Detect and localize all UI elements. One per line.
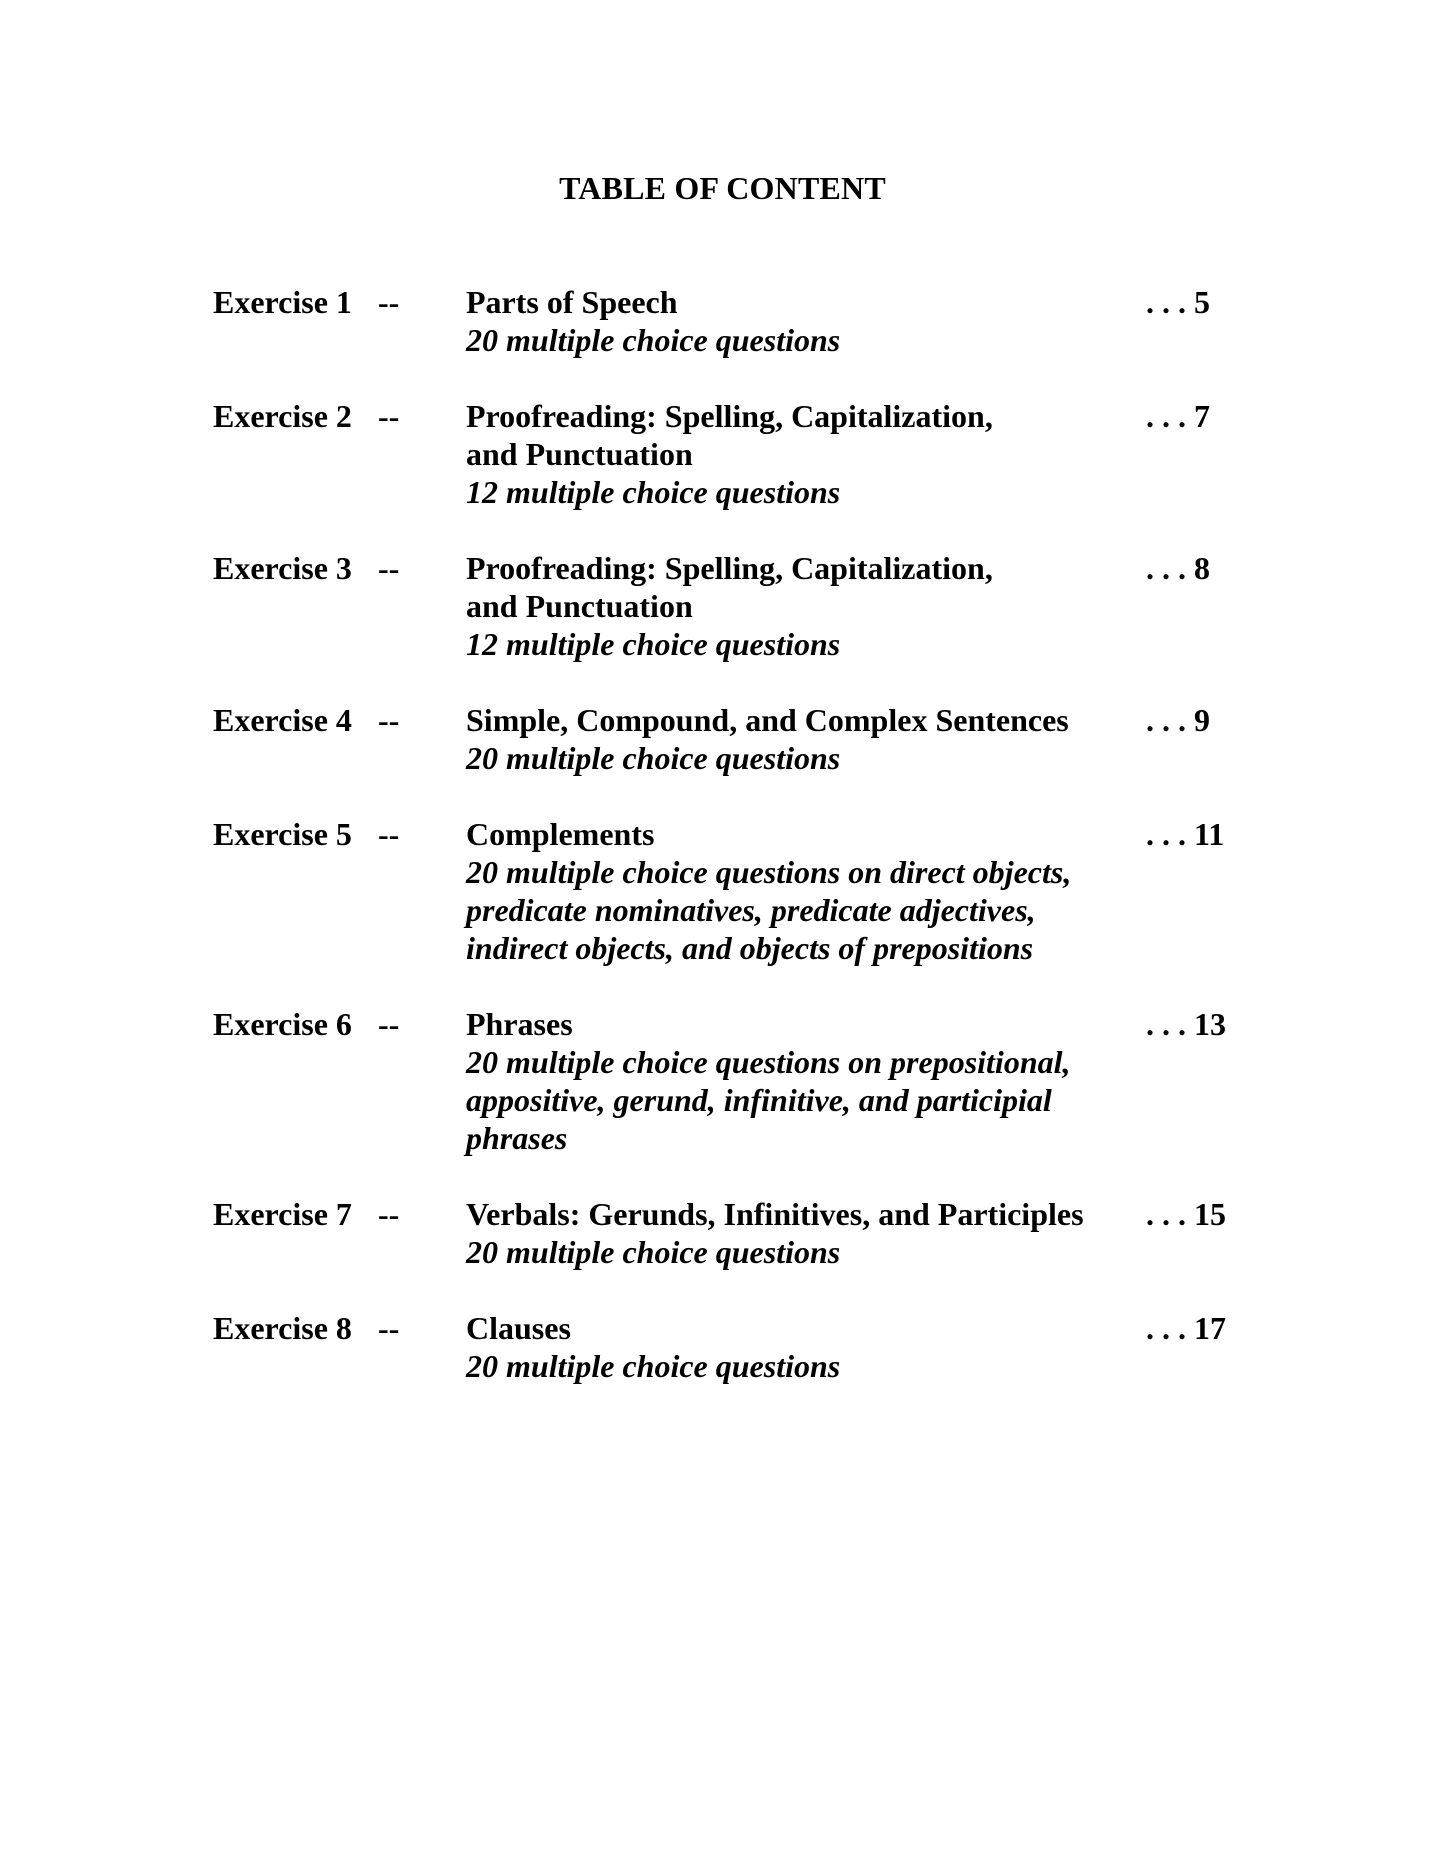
entry-topic (466, 1195, 1146, 1271)
topic-description-line: phrases (466, 1120, 568, 1156)
toc-entry (213, 815, 1253, 967)
entry-topic (466, 397, 1146, 511)
toc-entry (213, 549, 1253, 663)
exercise-label: Exercise 2 (213, 398, 352, 434)
topic-description-line: 20 multiple choice questions (466, 1234, 841, 1270)
entry-separator: -- (378, 816, 400, 852)
page-number: . . . 8 (1146, 550, 1210, 586)
exercise-label: Exercise 6 (213, 1006, 352, 1042)
page-number: . . . 15 (1146, 1196, 1226, 1232)
table-of-contents (213, 283, 1253, 1423)
topic-description-line: 20 multiple choice questions on prepositional, (466, 1044, 1071, 1080)
entry-separator: -- (378, 702, 400, 738)
exercise-label: Exercise 8 (213, 1310, 352, 1346)
entry-topic (466, 549, 1146, 663)
toc-entry (213, 701, 1253, 777)
page-number: . . . 17 (1146, 1310, 1226, 1346)
entry-separator: -- (378, 1196, 400, 1232)
entry-topic (466, 1005, 1146, 1157)
toc-entry (213, 1309, 1253, 1385)
page-number: . . . 9 (1146, 702, 1210, 738)
exercise-label: Exercise 1 (213, 284, 352, 320)
topic-title-line: Complements (466, 816, 655, 852)
page-number: . . . 7 (1146, 398, 1210, 434)
topic-title-line: and Punctuation (466, 588, 693, 624)
topic-title-line: and Punctuation (466, 436, 693, 472)
exercise-label: Exercise 5 (213, 816, 352, 852)
entry-topic (466, 1309, 1146, 1385)
topic-description-line: 12 multiple choice questions (466, 626, 841, 662)
entry-separator: -- (378, 1310, 400, 1346)
topic-title-line: Proofreading: Spelling, Capitalization, (466, 398, 993, 434)
topic-description-line: 20 multiple choice questions (466, 740, 841, 776)
page-number: . . . 5 (1146, 284, 1210, 320)
topic-description-line: 20 multiple choice questions on direct objects, (466, 854, 1072, 890)
topic-title-line: Proofreading: Spelling, Capitalization, (466, 550, 993, 586)
topic-title-line: Parts of Speech (466, 284, 678, 320)
entry-topic (466, 815, 1146, 967)
topic-title-line: Simple, Compound, and Complex Sentences (466, 702, 1069, 738)
topic-description-line: indirect objects, and objects of prepositions (466, 930, 1034, 966)
topic-title-line: Clauses (466, 1310, 571, 1346)
toc-entry (213, 397, 1253, 511)
entry-topic (466, 701, 1146, 777)
entry-topic (466, 283, 1146, 359)
topic-description-line: appositive, gerund, infinitive, and participial (466, 1082, 1052, 1118)
topic-description-line: 12 multiple choice questions (466, 474, 841, 510)
entry-separator: -- (378, 550, 400, 586)
page-number: . . . 13 (1146, 1006, 1226, 1042)
exercise-label: Exercise 7 (213, 1196, 352, 1232)
exercise-label: Exercise 4 (213, 702, 352, 738)
topic-title-line: Phrases (466, 1006, 573, 1042)
toc-entry (213, 1195, 1253, 1271)
entry-separator: -- (378, 284, 400, 320)
entry-separator: -- (378, 1006, 400, 1042)
topic-title-line: Verbals: Gerunds, Infinitives, and Participles (466, 1196, 1084, 1232)
topic-description-line: 20 multiple choice questions (466, 322, 841, 358)
topic-description-line: 20 multiple choice questions (466, 1348, 841, 1384)
entry-separator: -- (378, 398, 400, 434)
toc-entry (213, 1005, 1253, 1157)
topic-description-line: predicate nominatives, predicate adjectives, (466, 892, 1036, 928)
exercise-label: Exercise 3 (213, 550, 352, 586)
page-title: TABLE OF CONTENT (559, 170, 886, 206)
page-number: . . . 11 (1146, 816, 1225, 852)
toc-entry (213, 283, 1253, 359)
